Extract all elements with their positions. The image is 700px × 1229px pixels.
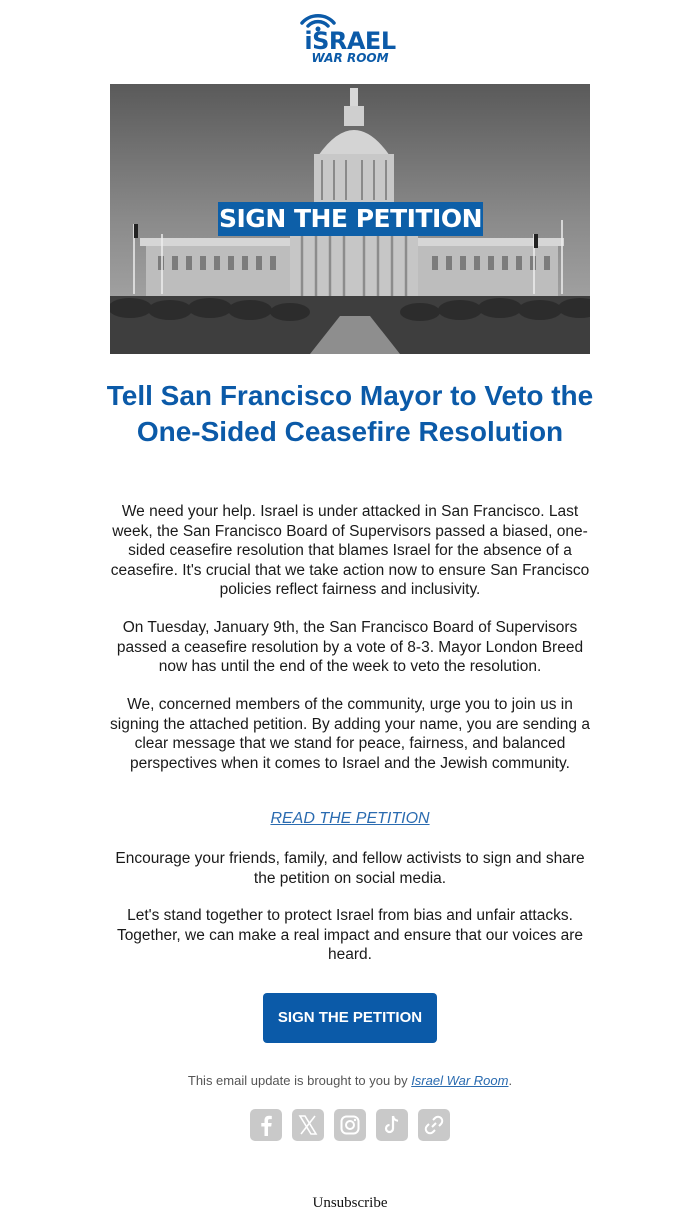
tiktok-icon[interactable] [376, 1109, 408, 1141]
israel-war-room-logo[interactable] [298, 8, 404, 68]
link-icon[interactable] [418, 1109, 450, 1141]
paragraph-together: Let's stand together to protect Israel from bias and unfair attacks. Together, we can make a real impact and ensure that our voices are heard. [116, 907, 584, 963]
read-the-petition-link[interactable]: READ THE PETITION [270, 810, 430, 827]
footer-note [100, 1072, 600, 1090]
paragraph-petition: We, concerned members of the community, urge you to join us in signing the attached petition. By adding your name, you are sending a clear message that we stand for peace, fairness, and balanced perspectives when it comes to Israel and the Jewish community. [110, 696, 590, 772]
paragraph-share: Encourage your friends, family, and fellow activists to sign and share the petition on social media. [115, 850, 585, 887]
footer-note-suffix: . [508, 1073, 513, 1088]
logo-war-room-text: WAR ROOM [311, 51, 389, 65]
footer-note-prefix: This email update is brought to you by [187, 1073, 412, 1088]
headline: Tell San Francisco Mayor to Veto the One-Sided Ceasefire Resolution [106, 380, 594, 447]
paragraph-intro: We need your help. Israel is under attacked in San Francisco. Last week, the San Francisco Board of Supervisors passed a biased, one-sided ceasefire resolution that blames Israel for the absence of a ceasefire. It's crucial that we take action now to ensure San Francisco policies reflect fairness and inclusivity. [110, 503, 590, 598]
logo-israel-text: iSRAEL [304, 27, 396, 55]
sign-the-petition-button[interactable]: SIGN THE PETITION [263, 993, 437, 1043]
paragraph-vote: On Tuesday, January 9th, the San Francisco Board of Supervisors passed a ceasefire resolution by a vote of 8-3. Mayor London Breed now has until the end of the week to veto the resolution. [116, 619, 584, 675]
instagram-icon[interactable] [334, 1109, 366, 1141]
facebook-icon[interactable] [250, 1109, 282, 1141]
social-links [250, 1109, 450, 1141]
hero-sign-petition-label: SIGN THE PETITION [218, 202, 483, 236]
x-icon[interactable] [292, 1109, 324, 1141]
unsubscribe-link[interactable]: Unsubscribe [312, 1195, 388, 1211]
israel-war-room-link[interactable]: Israel War Room [411, 1073, 509, 1088]
hero-image[interactable] [110, 84, 590, 354]
